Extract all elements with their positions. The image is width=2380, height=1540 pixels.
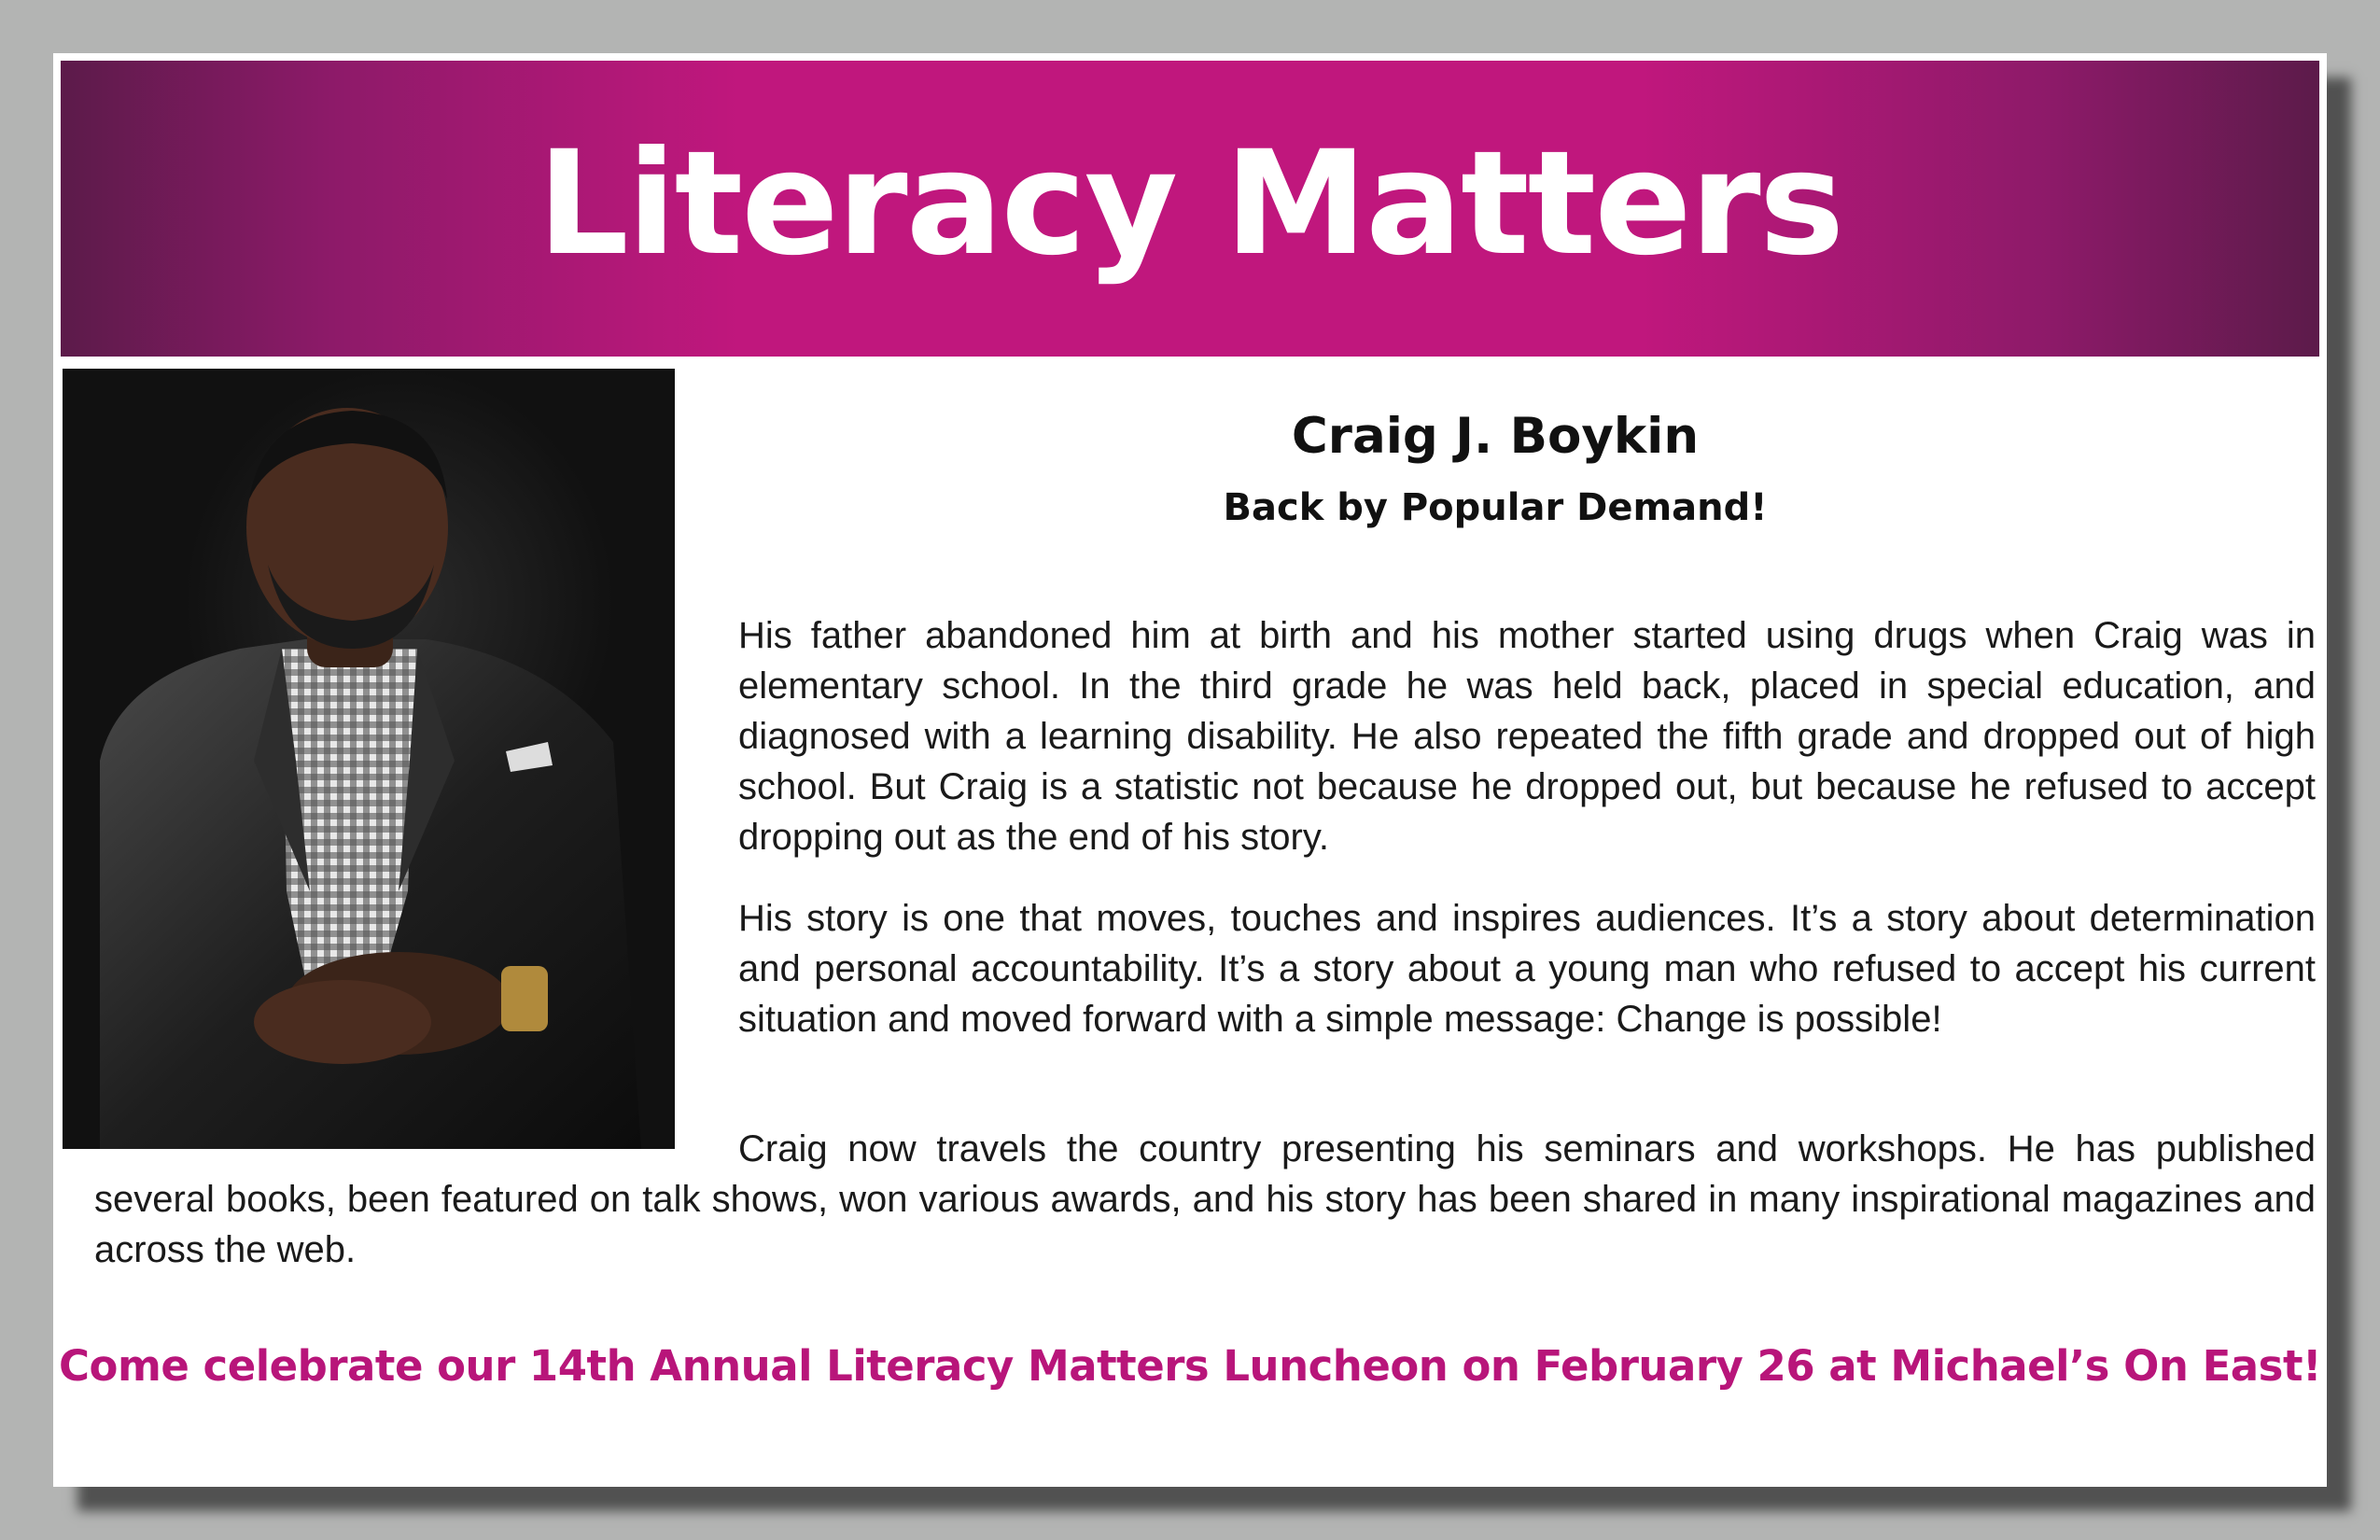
speaker-name: Craig J. Boykin xyxy=(1291,408,1700,465)
luncheon-invitation: Come celebrate our 14th Annual Literacy Matters Luncheon on February 26 at Michael’s On East! xyxy=(59,1341,2321,1391)
flyer-card xyxy=(53,53,2327,1487)
speaker-tagline: Back by Popular Demand! xyxy=(1223,486,1768,529)
bio-paragraph-3: Craig now travels the country presenting his seminars and workshops. He has published several books, been featured on talk shows, won various awards, and his story has been shared in many inspirational magazines and across the web. xyxy=(94,1128,2316,1270)
banner-title: Literacy Matters xyxy=(537,120,1843,287)
speaker-photo-illustration xyxy=(63,369,675,1149)
title-banner xyxy=(61,61,2319,357)
speaker-photo xyxy=(63,369,675,1149)
bio-paragraph-1: His father abandoned him at birth and his mother started using drugs when Craig was in elementary school. In the third grade he was held back, placed in special education, and diagnosed with a learning disability. He also repeated the fifth grade and dropped out of high school. But Craig is a statistic not because he dropped out, but because he refused to accept dropping out as the end of his story. xyxy=(738,615,2316,858)
bio-paragraph-2: His story is one that moves, touches and inspires audiences. It’s a story about determination and personal accountability. It’s a story about a young man who refused to accept his current situation and moved forward with a simple message: Change is possible! xyxy=(738,898,2316,1040)
